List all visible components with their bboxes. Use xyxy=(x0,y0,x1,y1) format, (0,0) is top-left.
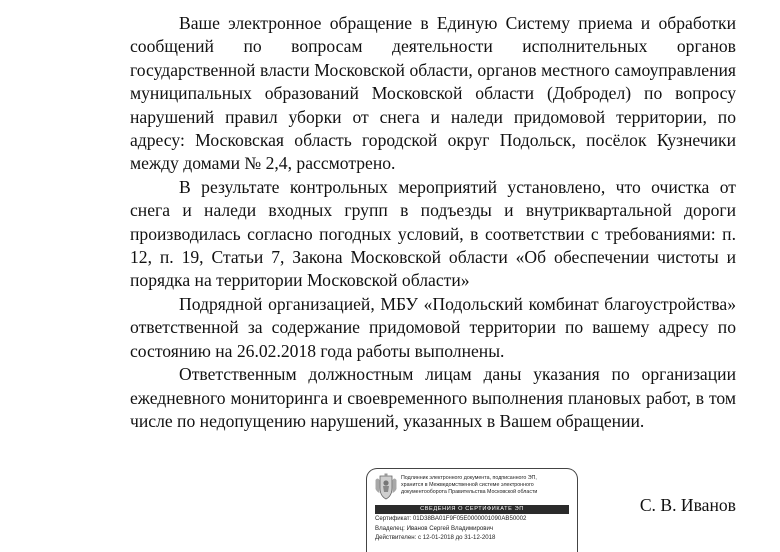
notice-line: документооборота Правительства Московской области xyxy=(401,489,538,496)
stamp-notice xyxy=(401,475,577,497)
stamp-top xyxy=(367,469,577,505)
signer-name: С. В. Иванов xyxy=(639,495,736,515)
paragraph-inspection-results: В результате контрольных мероприятий установлено, что очистка от снега и наледи входных групп в подъезды и внутриквартальной дороги производилась согласно погодных условий, в соответствии с требованиями: п. 12, п. 19, Статьи 7, Закона Московской области «Об обеспечении чистоты и порядка на территории Московской области» xyxy=(130,176,736,291)
letter-body xyxy=(130,12,736,433)
certificate-owner: Владелец: Иванов Сергей Владимирович xyxy=(375,524,494,532)
certificate-header: СВЕДЕНИЯ О СЕРТИФИКАТЕ ЭП xyxy=(375,505,569,514)
paragraph-contractor-work: Подрядной организацией, МБУ «Подольский комбинат благоустройства» ответственной за содержание придомовой территории по вашему адресу по состоянию на 26.02.2018 года работы выполнены. xyxy=(130,293,736,361)
electronic-signature-stamp xyxy=(366,468,578,552)
certificate-number: Сертификат: 01D38BA01F9F05E0000001090AB50002 xyxy=(375,515,527,522)
coat-of-arms-icon xyxy=(374,473,398,501)
paragraph-appeal-reviewed: Ваше электронное обращение в Единую Систему приема и обработки сообщений по вопросам деятельности исполнительных органов государственной власти Московской области, органов местного самоуправления муниципальных образований Московской области (Добродел) по вопросу нарушений правил уборки от снега и наледи придомовой территории, по адресу: Московская область городской округ Подольск, посёлок Кузнечики между домами № 2,4, рассмотрено. xyxy=(130,13,736,174)
notice-line: хранится в Межведомственной системе электронного xyxy=(401,482,534,489)
certificate-validity: Действителен: с 12-01-2018 до 31-12-2018 xyxy=(375,534,496,542)
paragraph-instructions: Ответственным должностным лицам даны указания по организации ежедневного мониторинга и своевременного выполнения плановых работ, в том числе по недопущению нарушений, указанных в Вашем обращении. xyxy=(130,364,736,431)
notice-line: Подлинник электронного документа, подписанного ЭП, xyxy=(401,475,537,481)
